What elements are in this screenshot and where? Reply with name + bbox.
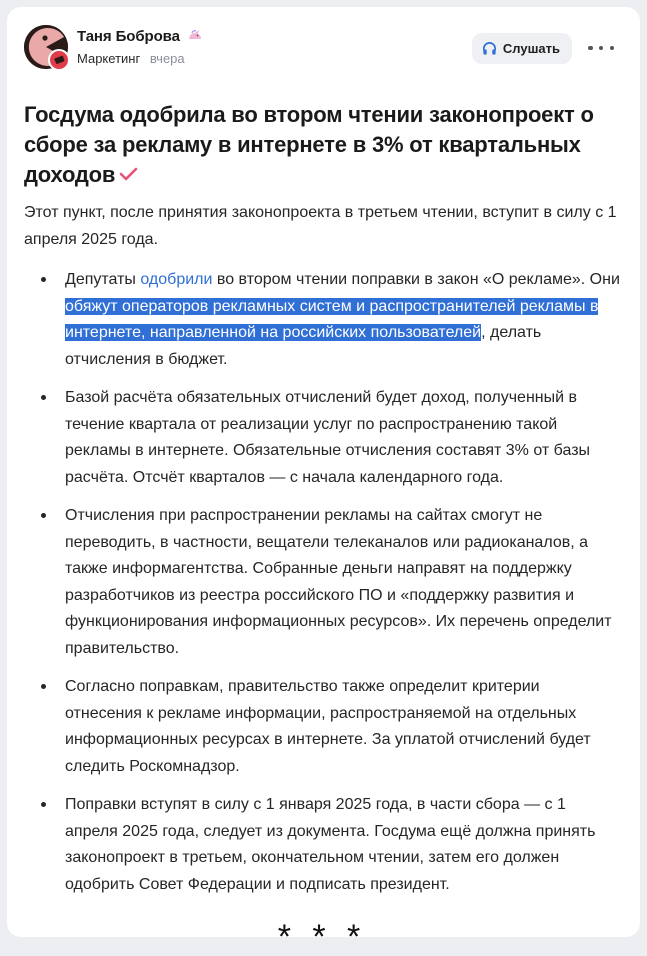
check-icon	[119, 167, 138, 181]
article-header	[24, 25, 620, 79]
highlighted-text: обяжут операторов рекламных систем и распространителей рекламы в интернете, направленной на российских пользователей	[65, 297, 599, 341]
section-separator: * * *	[277, 918, 367, 956]
headphones-icon	[482, 41, 497, 56]
article-title	[24, 100, 620, 190]
author-name[interactable]: Таня Боброва	[77, 28, 180, 45]
approved-link[interactable]: одобрили	[140, 271, 213, 288]
post-time: вчера	[149, 51, 185, 66]
listen-label: Слушать	[502, 41, 560, 56]
listen-button[interactable]	[472, 33, 572, 64]
article-card	[7, 7, 640, 956]
article-title-text: Госдума одобрила во втором чтении законопроект о сборе за рекламу в интернете в 3% от квартальных доходов	[24, 102, 594, 187]
list-item: • Базой расчёта обязательных отчислений будет доход, полученный в течение квартала от реализации услуг по распространению такой рекламы в интернете. Обязательные отчисления составят 3% от базы расчёта. Отсчёт кварталов — с начала календарного года.	[58, 383, 620, 491]
marketing-badge-icon	[48, 49, 70, 71]
article-lead: Этот пункт, после принятия законопроекта в третьем чтении, вступит в силу с 1 апреля 2025 года.	[24, 204, 617, 248]
list-item: • Поправки вступят в силу с 1 января 2025 года, в части сбора — с 1 апреля 2025 года, следует из документа. Госдума ещё должна принять законопроект в третьем, окончательном чтении, затем его должен одобрить Совет Федерации и подписать президент.	[58, 790, 620, 898]
list-item	[58, 265, 620, 373]
article-bullets	[24, 265, 620, 898]
author-block	[77, 28, 204, 66]
bullet-text: , делать отчисления в бюджет.	[65, 324, 542, 368]
unicorn-icon	[186, 28, 204, 42]
more-dots-icon[interactable]	[588, 39, 614, 57]
category-label[interactable]: Маркетинг	[77, 51, 141, 66]
list-item: • Отчисления при распространении рекламы на сайтах смогут не переводить, в частности, вещатели телеканалов или радиоканалов, а также информагентства. Собранные деньги направят на поддержку разработчиков из реестра российского ПО и «поддержку развития и функционирования информационных ресурсов». Их перечень определит правительство.	[58, 501, 620, 662]
bullet-text: во втором чтении поправки в закон «О рекламе». Они	[212, 271, 620, 288]
bullet-text: Депутаты	[65, 271, 141, 288]
list-item: • Согласно поправкам, правительство также определит критерии отнесения к рекламе информации, распространяемой на отдельных информационных ресурсах в интернете. За уплатой отчислений будет следить Роскомнадзор.	[58, 672, 620, 780]
